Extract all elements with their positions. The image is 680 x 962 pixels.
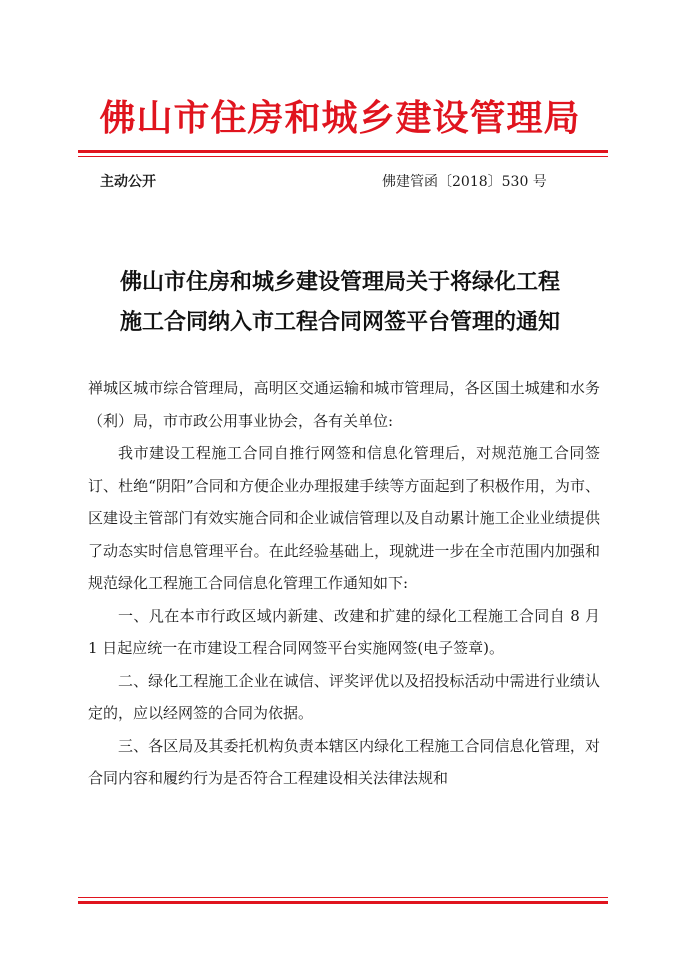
document-number: 佛建管函〔2018〕530 号	[382, 174, 547, 190]
body-paragraph-intro: 我市建设工程施工合同自推行网签和信息化管理后，对规范施工合同签订、杜绝“阴阳”合同和方便企业办理报建手续等方面起到了积极作用，为市、区建设主管部门有效实施合同和企业诚信管理以及自动累计施工企业业绩提供了动态实时信息管理平台。在此经验基础上，现就进一步在全市范围内加强和规范绿化工程施工合同信息化管理工作通知如下:	[88, 444, 600, 592]
disclosure-status: 主动公开	[100, 174, 156, 190]
header-divider-thin	[78, 156, 608, 157]
header-divider-thick	[78, 150, 608, 153]
issuing-authority-header: 佛山市住房和城乡建设管理局	[99, 97, 581, 139]
body-paragraph-item-1: 一、凡在本市行政区域内新建、改建和扩建的绿化工程施工合同自 8 月 1 日起应统一在市建设工程合同网签平台实施网签(电子签章)。	[88, 606, 600, 657]
document-body	[88, 372, 600, 795]
title-line-1: 佛山市住房和城乡建设管理局关于将绿化工程	[119, 269, 560, 295]
document-title	[0, 262, 680, 342]
recipients-paragraph: 禅城区城市综合管理局，高明区交通运输和城市管理局，各区国土城建和水务（利）局，市市政公用事业协会，各有关单位:	[88, 379, 600, 430]
footer-divider-thick	[78, 901, 608, 904]
body-paragraph-item-3: 三、各区局及其委托机构负责本辖区内绿化工程施工合同信息化管理，对合同内容和履约行为是否符合工程建设相关法律法规和	[88, 736, 600, 787]
footer-divider-thin	[78, 897, 608, 898]
body-paragraph-item-2: 二、绿化工程施工企业在诚信、评奖评优以及招投标活动中需进行业绩认定的，应以经网签的合同为依据。	[88, 671, 600, 722]
title-line-2: 施工合同纳入市工程合同网签平台管理的通知	[119, 309, 560, 335]
